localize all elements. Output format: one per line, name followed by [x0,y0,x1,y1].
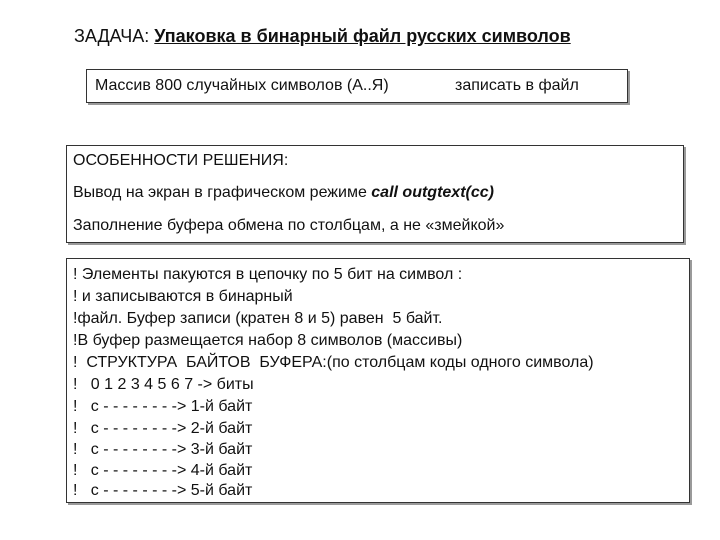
note-line: ! c - - - - - - - -> 5-й байт [73,482,253,499]
note-line: ! c - - - - - - - -> 2-й байт [73,420,253,437]
note-line: ! c - - - - - - - -> 3-й байт [73,441,253,458]
task-left-text: Массив 800 случайных символов (А..Я) [95,77,389,94]
features-heading: ОСОБЕННОСТИ РЕШЕНИЯ: [73,152,289,169]
features-output-code: call outgtext(cc) [371,184,494,201]
note-line: ! и записываются в бинарный [73,288,293,305]
features-line-buffer: Заполнение буфера обмена по столбцам, а не «змейкой» [73,217,505,234]
title-emphasis: Упаковка в бинарный файл русских символов [154,26,571,46]
note-line: ! c - - - - - - - -> 1-й байт [73,398,253,415]
note-line: ! 0 1 2 3 4 5 6 7 -> биты [73,376,254,393]
note-line: !В буфер размещается набор 8 символов (массивы) [73,332,463,349]
note-line: ! СТРУКТУРА БАЙТОВ БУФЕРА:(по столбцам коды одного символа) [73,354,594,371]
note-line: ! c - - - - - - - -> 4-й байт [73,462,253,479]
notes-box [66,258,690,503]
task-box [86,69,628,103]
slide-title [74,26,571,47]
task-right-text: записать в файл [455,77,579,94]
note-line: ! Элементы пакуются в цепочку по 5 бит на символ : [73,266,463,283]
title-prefix: ЗАДАЧА: [74,26,155,46]
features-output-text: Вывод на экран в графическом режиме [73,184,372,201]
note-line: !файл. Буфер записи (кратен 8 и 5) равен 5 байт. [73,310,443,327]
features-line-output [73,184,494,202]
features-box [66,145,684,243]
